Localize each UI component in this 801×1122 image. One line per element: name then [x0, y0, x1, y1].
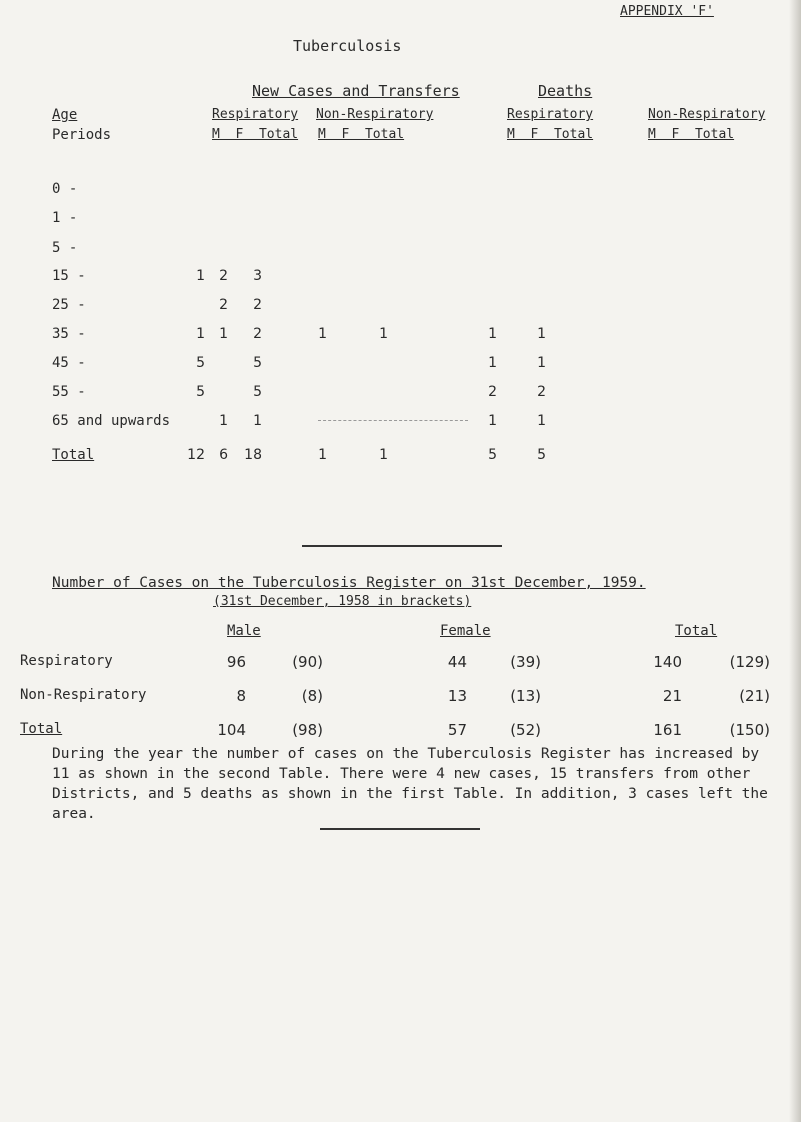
register-value: 140	[653, 653, 682, 671]
age-row-value: 1	[219, 413, 228, 429]
age-row-value: 1	[253, 413, 262, 429]
page-edge-shadow	[789, 0, 801, 1122]
table-divider-rule	[302, 545, 502, 547]
age-row-value: 2	[537, 384, 546, 400]
register-row-label: Non-Respiratory	[20, 687, 147, 703]
mft-heading-1: M F Total	[212, 127, 299, 142]
register-value: (8)	[301, 687, 323, 705]
age-row-value: 5	[488, 447, 497, 463]
deaths-heading: Deaths	[538, 82, 593, 100]
appendix-label: APPENDIX 'F'	[620, 4, 714, 19]
register-value: (129)	[729, 653, 770, 671]
age-row-value: 5	[253, 355, 262, 371]
sub-heading-respiratory-deaths: Respiratory	[507, 107, 594, 122]
age-row-value: 1	[537, 413, 546, 429]
mft-heading-2: M F Total	[318, 127, 405, 142]
age-row-value: 1	[488, 355, 497, 371]
register-value: 44	[447, 653, 467, 671]
male-heading: Male	[227, 623, 261, 639]
age-period-label: 45 -	[52, 355, 86, 371]
summary-paragraph: During the year the number of cases on the Tuberculosis Register has increased by 11 as shown in the second Table. There were 4 new cases, 15 transfers from other Districts, and 5 deaths as shown in the first Table. In addition, 3 cases left the area.	[52, 746, 768, 822]
age-row-value: 1	[196, 326, 205, 342]
age-row-value: 5	[537, 447, 546, 463]
sub-heading-nonresp-new: Non-Respiratory	[316, 107, 434, 122]
age-period-label: 5 -	[52, 240, 78, 256]
age-period-label: 25 -	[52, 297, 86, 313]
age-row-value: 1	[196, 268, 205, 284]
age-row-value: 6	[219, 447, 228, 463]
dash-mark	[318, 420, 468, 421]
age-row-value: 12	[187, 447, 205, 463]
age-row-value: 1	[488, 413, 497, 429]
age-period-label: 0 -	[52, 181, 78, 197]
register-value: 57	[447, 721, 467, 739]
age-row-value: 2	[219, 297, 228, 313]
register-subtitle: (31st December, 1958 in brackets)	[213, 594, 472, 609]
register-value: 21	[662, 687, 682, 705]
age-row-value: 1	[537, 326, 546, 342]
closing-rule	[320, 828, 480, 830]
age-row-value: 18	[244, 447, 262, 463]
register-value: (150)	[729, 721, 770, 739]
age-period-label: 65 and upwards	[52, 413, 171, 429]
mft-heading-3: M F Total	[507, 127, 594, 142]
age-row-value: 1	[318, 326, 327, 342]
female-heading: Female	[440, 623, 491, 639]
page-title: Tuberculosis	[293, 37, 402, 55]
age-row-value: 1	[488, 326, 497, 342]
register-value: 161	[653, 721, 682, 739]
age-row-value: 2	[488, 384, 497, 400]
register-value: 104	[217, 721, 246, 739]
sub-heading-nonresp-deaths: Non-Respiratory	[648, 107, 766, 122]
register-value: (98)	[292, 721, 323, 739]
register-row-label: Respiratory	[20, 653, 113, 669]
register-value: (13)	[510, 687, 541, 705]
register-value: 13	[447, 687, 467, 705]
register-value: (39)	[510, 653, 541, 671]
register-value: (90)	[292, 653, 323, 671]
register-value: (52)	[510, 721, 541, 739]
age-row-value: 1	[318, 447, 327, 463]
age-period-label: 35 -	[52, 326, 86, 342]
new-cases-heading: New Cases and Transfers	[252, 82, 460, 100]
register-title: Number of Cases on the Tuberculosis Register on 31st December, 1959.	[52, 575, 646, 591]
register-value: 8	[236, 687, 246, 705]
age-row-value: 5	[196, 384, 205, 400]
sub-heading-respiratory-new: Respiratory	[212, 107, 299, 122]
register-value: (21)	[739, 687, 770, 705]
age-row-value: 1	[219, 326, 228, 342]
age-row-value: 5	[253, 384, 262, 400]
age-row-value: 1	[379, 447, 388, 463]
age-row-value: 1	[537, 355, 546, 371]
age-row-value: 2	[253, 326, 262, 342]
age-period-label: Total	[52, 447, 95, 463]
age-row-value: 2	[219, 268, 228, 284]
total-heading: Total	[675, 623, 718, 639]
age-period-label: 55 -	[52, 384, 86, 400]
age-row-value: 2	[253, 297, 262, 313]
register-row-label: Total	[20, 721, 63, 737]
register-value: 96	[226, 653, 246, 671]
mft-heading-4: M F Total	[648, 127, 735, 142]
age-period-label: 1 -	[52, 210, 78, 226]
periods-heading: Periods	[52, 127, 112, 143]
age-row-value: 1	[379, 326, 388, 342]
age-row-value: 5	[196, 355, 205, 371]
age-row-value: 3	[253, 268, 262, 284]
age-heading: Age	[52, 107, 78, 123]
age-period-label: 15 -	[52, 268, 86, 284]
